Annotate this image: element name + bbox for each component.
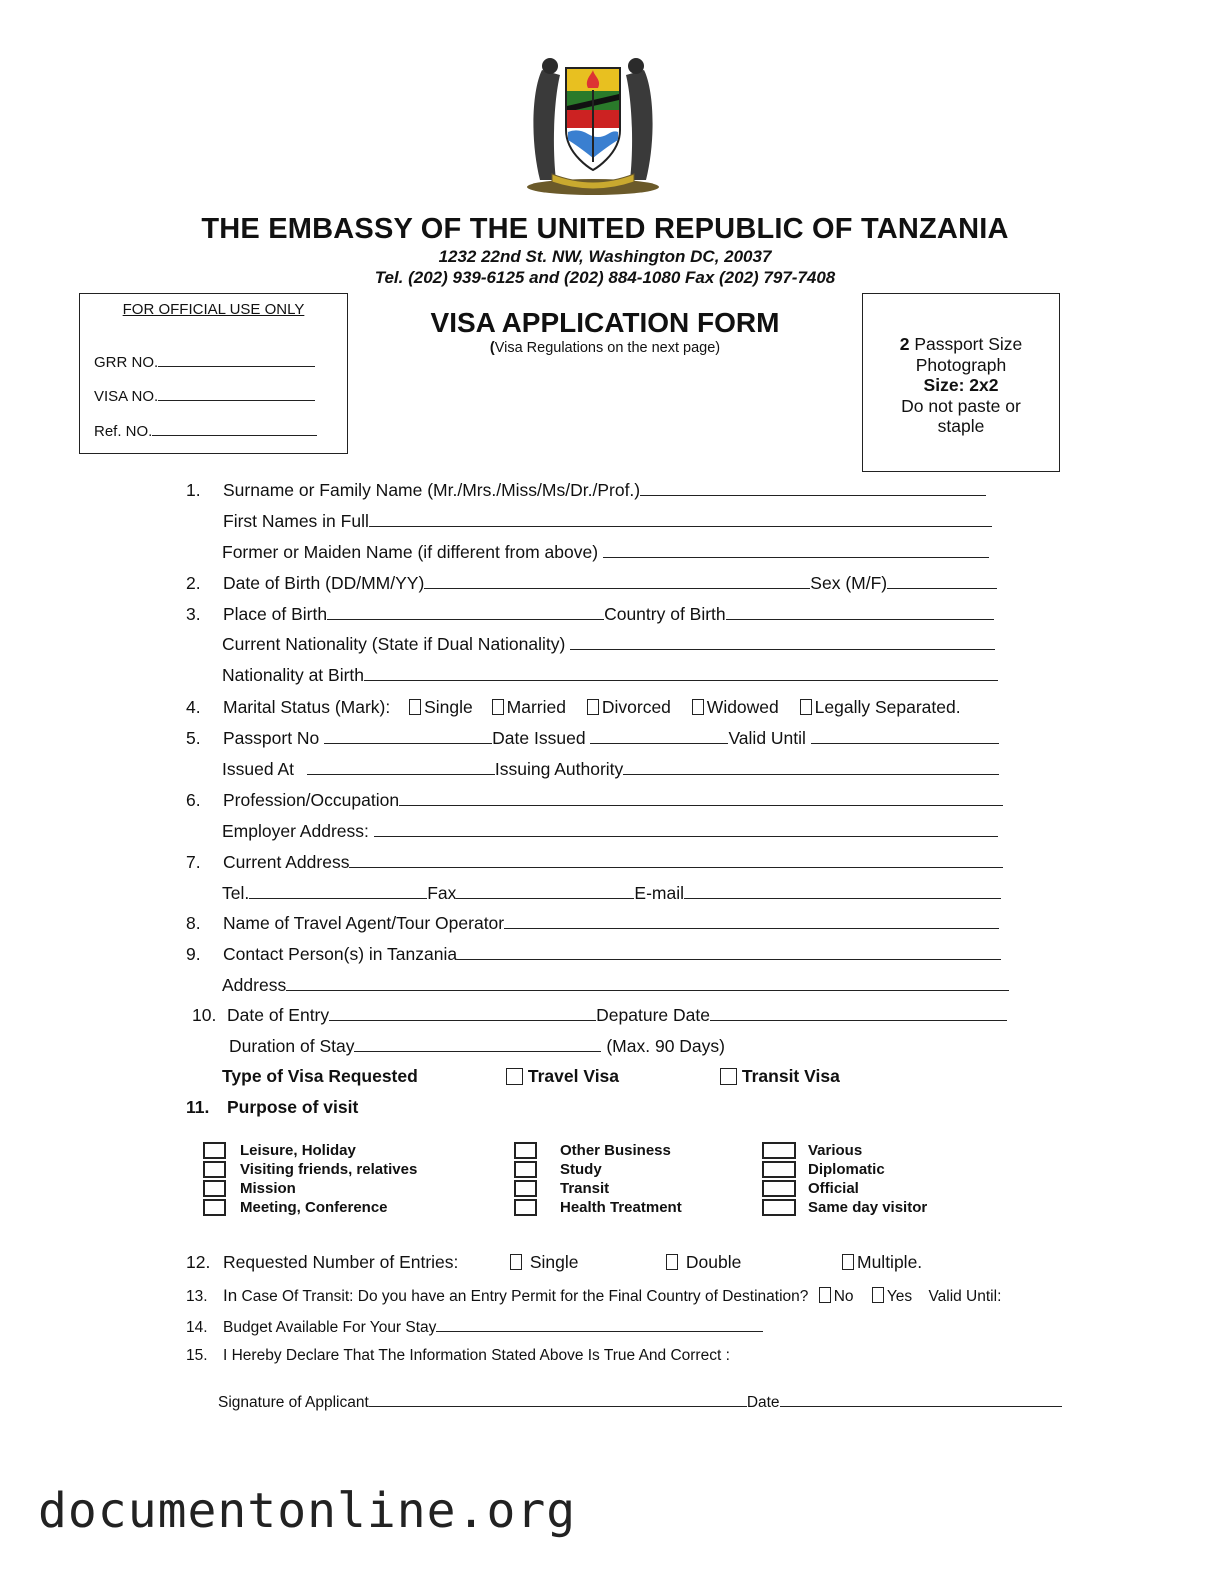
profession-field[interactable]: 6. Profession/Occupation xyxy=(186,790,1003,811)
purpose-heading: 11. Purpose of visit xyxy=(186,1097,359,1117)
employer-address-field[interactable]: Employer Address: xyxy=(222,821,998,842)
checkbox[interactable] xyxy=(409,699,421,715)
contact-details-field[interactable]: Tel. Fax E-mail xyxy=(222,883,1001,904)
checkbox[interactable] xyxy=(666,1254,678,1270)
form-subtitle: (Visa Regulations on the next page) xyxy=(489,340,721,356)
checkbox[interactable] xyxy=(514,1161,537,1178)
official-use-heading: FOR OFFICIAL USE ONLY xyxy=(122,301,305,318)
purpose-transit: Transit xyxy=(560,1180,610,1197)
transit-permit-row: 13. In Case Of Transit: Do you have an Entry Permit for the Final Country of Destination? No Yes Valid Until: xyxy=(186,1286,1002,1305)
current-address-field[interactable]: 7. Current Address xyxy=(186,852,1003,873)
budget-field[interactable]: 14. Budget Available For Your Stay xyxy=(186,1317,763,1337)
checkbox[interactable] xyxy=(720,1068,737,1085)
checkbox[interactable] xyxy=(492,699,504,715)
marital-married[interactable]: Married xyxy=(492,697,566,717)
place-of-birth-field[interactable]: 3. Place of Birth Country of Birth xyxy=(186,604,994,625)
embassy-title: THE EMBASSY OF THE UNITED REPUBLIC OF TANZANIA xyxy=(201,213,1009,245)
travel-agent-field[interactable]: 8. Name of Travel Agent/Tour Operator xyxy=(186,913,999,934)
grr-no-field: GRR NO. xyxy=(94,352,315,371)
nationality-field[interactable]: Current Nationality (State if Dual Nationality) xyxy=(222,634,995,655)
nationality-birth-field[interactable]: Nationality at Birth xyxy=(222,665,998,686)
marital-separated[interactable]: Legally Separated. xyxy=(800,697,961,717)
form-title: VISA APPLICATION FORM xyxy=(430,307,780,338)
checkbox[interactable] xyxy=(762,1161,796,1178)
purpose-official: Official xyxy=(808,1180,859,1197)
checkbox[interactable] xyxy=(203,1161,226,1178)
checkbox[interactable] xyxy=(514,1199,537,1216)
checkbox[interactable] xyxy=(203,1142,226,1159)
purpose-study: Study xyxy=(560,1161,602,1178)
marital-single[interactable]: Single xyxy=(409,697,473,717)
checkbox[interactable] xyxy=(203,1199,226,1216)
visa-no-field: VISA NO. xyxy=(94,386,315,405)
purpose-diplomatic: Diplomatic xyxy=(808,1161,885,1178)
checkbox[interactable] xyxy=(514,1180,537,1197)
purpose-meeting: Meeting, Conference xyxy=(240,1199,388,1216)
checkbox[interactable] xyxy=(872,1287,884,1303)
transit-visa-option[interactable]: Transit Visa xyxy=(720,1066,840,1087)
marital-divorced[interactable]: Divorced xyxy=(587,697,671,717)
entries-double[interactable]: Double xyxy=(666,1252,741,1273)
purpose-same-day: Same day visitor xyxy=(808,1199,928,1216)
ref-no-field: Ref. NO. xyxy=(94,421,317,440)
purpose-visiting: Visiting friends, relatives xyxy=(240,1161,418,1178)
checkbox[interactable] xyxy=(587,699,599,715)
purpose-health: Health Treatment xyxy=(560,1199,682,1216)
checkbox[interactable] xyxy=(514,1142,537,1159)
former-name-field[interactable]: Former or Maiden Name (if different from above) xyxy=(222,542,989,563)
checkbox[interactable] xyxy=(819,1287,831,1303)
dob-field[interactable]: 2. Date of Birth (DD/MM/YY) Sex (M/F) xyxy=(186,573,997,594)
purpose-mission: Mission xyxy=(240,1180,296,1197)
photo-box: 2 Passport Size Photograph Size: 2x2 Do not paste or staple xyxy=(862,293,1060,472)
passport-field[interactable]: 5. Passport No Date Issued Valid Until xyxy=(186,728,999,749)
checkbox[interactable] xyxy=(800,699,812,715)
entry-date-field[interactable]: 10. Date of Entry Depature Date xyxy=(192,1005,1007,1026)
watermark: documentonline.org xyxy=(38,1483,577,1539)
surname-field[interactable]: 1. Surname or Family Name (Mr./Mrs./Miss/Ms/Dr./Prof.) xyxy=(186,480,986,501)
tz-address-field[interactable]: Address xyxy=(222,975,1009,996)
embassy-address: 1232 22nd St. NW, Washington DC, 20037 xyxy=(438,247,772,266)
checkbox[interactable] xyxy=(762,1180,796,1197)
purpose-leisure: Leisure, Holiday xyxy=(240,1142,356,1159)
issued-at-field[interactable]: Issued At Issuing Authority xyxy=(222,759,999,780)
checkbox[interactable] xyxy=(510,1254,522,1270)
contact-person-field[interactable]: 9. Contact Person(s) in Tanzania xyxy=(186,944,1001,965)
checkbox[interactable] xyxy=(692,699,704,715)
signature-field[interactable]: Signature of Applicant Date xyxy=(218,1392,1062,1412)
checkbox[interactable] xyxy=(842,1254,854,1270)
entries-multiple[interactable]: Multiple. xyxy=(842,1252,922,1273)
marital-status-row: 4. Marital Status (Mark): Single Married Divorced Widowed Legally Separated. xyxy=(186,697,961,717)
coat-of-arms-emblem xyxy=(522,50,664,196)
entries-single[interactable]: Single xyxy=(510,1252,579,1273)
marital-widowed[interactable]: Widowed xyxy=(692,697,779,717)
photo-count: 2 xyxy=(899,334,910,354)
declaration: 15. I Hereby Declare That The Information Stated Above Is True And Correct : xyxy=(186,1347,730,1364)
checkbox[interactable] xyxy=(762,1199,796,1216)
embassy-contact: Tel. (202) 939-6125 and (202) 884-1080 Fax (202) 797-7408 xyxy=(374,268,836,287)
transit-no[interactable]: No xyxy=(819,1288,854,1305)
checkbox[interactable] xyxy=(506,1068,523,1085)
transit-yes[interactable]: Yes xyxy=(872,1288,912,1305)
travel-visa-option[interactable]: Travel Visa xyxy=(506,1066,619,1087)
checkbox[interactable] xyxy=(203,1180,226,1197)
duration-field[interactable]: Duration of Stay (Max. 90 Days) xyxy=(229,1036,725,1056)
purpose-various: Various xyxy=(808,1142,863,1159)
purpose-other-business: Other Business xyxy=(560,1142,671,1159)
checkbox[interactable] xyxy=(762,1142,796,1159)
first-names-field[interactable]: First Names in Full xyxy=(223,511,992,532)
visa-type-row: Type of Visa Requested Travel Visa Transit Visa xyxy=(222,1066,840,1086)
entries-row: 12. Requested Number of Entries: Single Double Multiple. xyxy=(186,1252,923,1272)
